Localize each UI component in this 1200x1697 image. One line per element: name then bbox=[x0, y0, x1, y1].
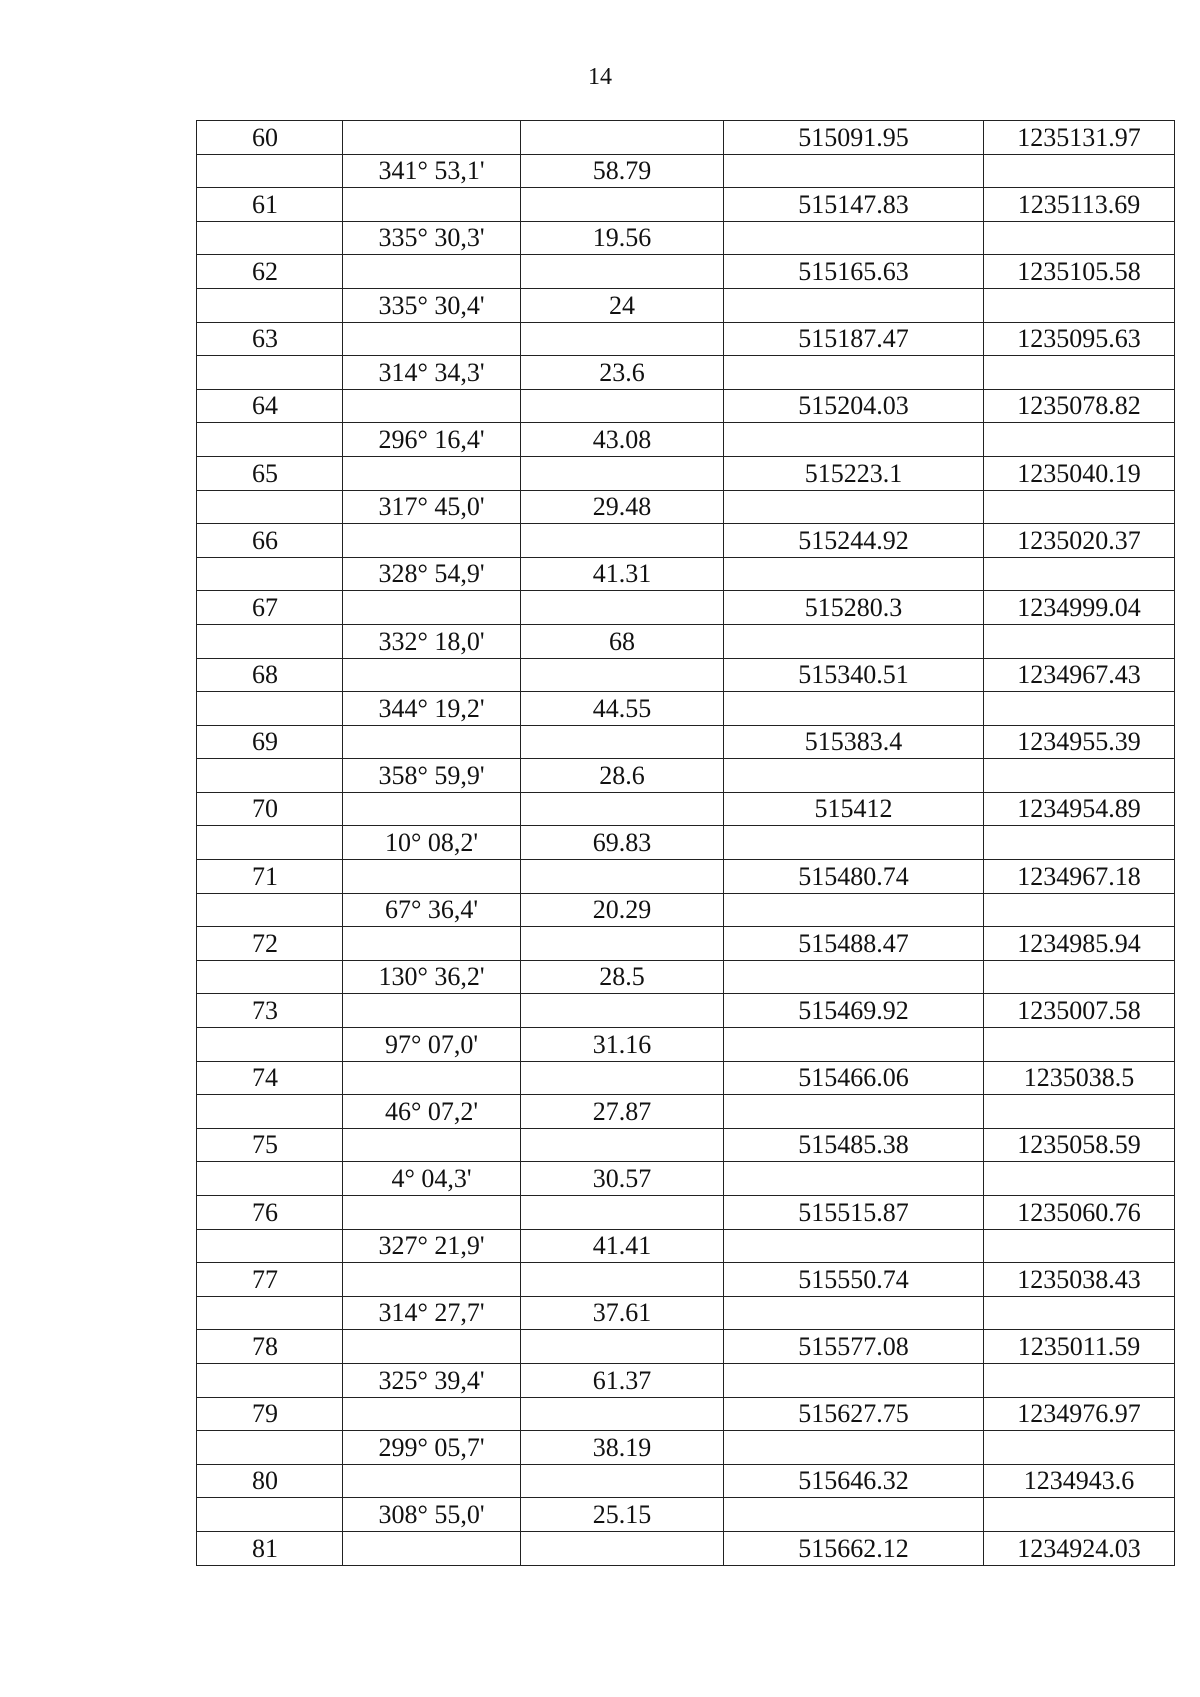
x-coordinate-cell bbox=[724, 1028, 984, 1062]
x-coordinate-cell bbox=[724, 356, 984, 390]
point-number-cell bbox=[197, 423, 343, 457]
point-row bbox=[197, 725, 1175, 759]
point-number-cell: 76 bbox=[197, 1196, 343, 1230]
y-coordinate-cell bbox=[984, 1296, 1175, 1330]
direction-angle-cell bbox=[343, 1397, 521, 1431]
point-number-cell bbox=[197, 1162, 343, 1196]
y-coordinate-cell: 1235040.19 bbox=[984, 456, 1175, 490]
distance-cell bbox=[521, 1464, 724, 1498]
point-number-cell: 80 bbox=[197, 1464, 343, 1498]
y-coordinate-cell bbox=[984, 423, 1175, 457]
x-coordinate-cell: 515204.03 bbox=[724, 389, 984, 423]
x-coordinate-cell bbox=[724, 154, 984, 188]
direction-angle-cell bbox=[343, 524, 521, 558]
distance-cell bbox=[521, 591, 724, 625]
direction-angle-cell: 325° 39,4' bbox=[343, 1363, 521, 1397]
point-number-cell: 68 bbox=[197, 658, 343, 692]
distance-cell: 20.29 bbox=[521, 893, 724, 927]
direction-angle-cell: 344° 19,2' bbox=[343, 692, 521, 726]
x-coordinate-cell: 515091.95 bbox=[724, 121, 984, 155]
y-coordinate-cell bbox=[984, 1162, 1175, 1196]
coordinates-table-body bbox=[197, 121, 1175, 1566]
distance-cell: 69.83 bbox=[521, 826, 724, 860]
distance-cell bbox=[521, 322, 724, 356]
segment-row bbox=[197, 826, 1175, 860]
x-coordinate-cell: 515223.1 bbox=[724, 456, 984, 490]
x-coordinate-cell: 515627.75 bbox=[724, 1397, 984, 1431]
point-number-cell bbox=[197, 356, 343, 390]
point-number-cell: 61 bbox=[197, 188, 343, 222]
distance-cell: 30.57 bbox=[521, 1162, 724, 1196]
distance-cell: 25.15 bbox=[521, 1498, 724, 1532]
distance-cell bbox=[521, 994, 724, 1028]
direction-angle-cell bbox=[343, 1128, 521, 1162]
distance-cell: 19.56 bbox=[521, 221, 724, 255]
distance-cell: 23.6 bbox=[521, 356, 724, 390]
segment-row bbox=[197, 154, 1175, 188]
y-coordinate-cell: 1235011.59 bbox=[984, 1330, 1175, 1364]
x-coordinate-cell: 515469.92 bbox=[724, 994, 984, 1028]
y-coordinate-cell: 1234954.89 bbox=[984, 792, 1175, 826]
y-coordinate-cell: 1235060.76 bbox=[984, 1196, 1175, 1230]
direction-angle-cell: 299° 05,7' bbox=[343, 1431, 521, 1465]
point-row bbox=[197, 994, 1175, 1028]
distance-cell: 38.19 bbox=[521, 1431, 724, 1465]
segment-row bbox=[197, 1296, 1175, 1330]
point-row bbox=[197, 591, 1175, 625]
y-coordinate-cell: 1235131.97 bbox=[984, 121, 1175, 155]
segment-row bbox=[197, 1498, 1175, 1532]
y-coordinate-cell bbox=[984, 288, 1175, 322]
y-coordinate-cell: 1235038.5 bbox=[984, 1061, 1175, 1095]
segment-row bbox=[197, 288, 1175, 322]
y-coordinate-cell: 1235105.58 bbox=[984, 255, 1175, 289]
distance-cell: 28.5 bbox=[521, 960, 724, 994]
x-coordinate-cell: 515515.87 bbox=[724, 1196, 984, 1230]
y-coordinate-cell bbox=[984, 960, 1175, 994]
x-coordinate-cell bbox=[724, 624, 984, 658]
distance-cell: 43.08 bbox=[521, 423, 724, 457]
point-number-cell: 65 bbox=[197, 456, 343, 490]
distance-cell bbox=[521, 1128, 724, 1162]
direction-angle-cell bbox=[343, 994, 521, 1028]
point-row bbox=[197, 1464, 1175, 1498]
y-coordinate-cell: 1234967.43 bbox=[984, 658, 1175, 692]
x-coordinate-cell bbox=[724, 826, 984, 860]
x-coordinate-cell bbox=[724, 490, 984, 524]
x-coordinate-cell: 515646.32 bbox=[724, 1464, 984, 1498]
point-number-cell: 78 bbox=[197, 1330, 343, 1364]
segment-row bbox=[197, 1162, 1175, 1196]
distance-cell bbox=[521, 927, 724, 961]
segment-row bbox=[197, 1363, 1175, 1397]
point-number-cell: 66 bbox=[197, 524, 343, 558]
point-number-cell: 60 bbox=[197, 121, 343, 155]
y-coordinate-cell: 1235113.69 bbox=[984, 188, 1175, 222]
point-row bbox=[197, 1397, 1175, 1431]
segment-row bbox=[197, 221, 1175, 255]
distance-cell: 27.87 bbox=[521, 1095, 724, 1129]
direction-angle-cell bbox=[343, 1464, 521, 1498]
distance-cell: 29.48 bbox=[521, 490, 724, 524]
point-number-cell bbox=[197, 1431, 343, 1465]
y-coordinate-cell: 1234999.04 bbox=[984, 591, 1175, 625]
y-coordinate-cell: 1234967.18 bbox=[984, 860, 1175, 894]
distance-cell bbox=[521, 188, 724, 222]
distance-cell: 68 bbox=[521, 624, 724, 658]
point-row bbox=[197, 1128, 1175, 1162]
x-coordinate-cell bbox=[724, 759, 984, 793]
y-coordinate-cell: 1235078.82 bbox=[984, 389, 1175, 423]
point-number-cell bbox=[197, 759, 343, 793]
x-coordinate-cell bbox=[724, 893, 984, 927]
x-coordinate-cell bbox=[724, 1296, 984, 1330]
y-coordinate-cell: 1234976.97 bbox=[984, 1397, 1175, 1431]
x-coordinate-cell: 515485.38 bbox=[724, 1128, 984, 1162]
x-coordinate-cell: 515662.12 bbox=[724, 1531, 984, 1565]
direction-angle-cell: 296° 16,4' bbox=[343, 423, 521, 457]
point-number-cell bbox=[197, 826, 343, 860]
distance-cell bbox=[521, 1196, 724, 1230]
segment-row bbox=[197, 490, 1175, 524]
point-number-cell bbox=[197, 221, 343, 255]
point-number-cell bbox=[197, 960, 343, 994]
direction-angle-cell: 130° 36,2' bbox=[343, 960, 521, 994]
distance-cell: 44.55 bbox=[521, 692, 724, 726]
direction-angle-cell bbox=[343, 860, 521, 894]
y-coordinate-cell bbox=[984, 154, 1175, 188]
y-coordinate-cell: 1234943.6 bbox=[984, 1464, 1175, 1498]
direction-angle-cell: 46° 07,2' bbox=[343, 1095, 521, 1129]
point-number-cell: 67 bbox=[197, 591, 343, 625]
x-coordinate-cell bbox=[724, 1431, 984, 1465]
direction-angle-cell bbox=[343, 121, 521, 155]
distance-cell bbox=[521, 524, 724, 558]
direction-angle-cell bbox=[343, 1196, 521, 1230]
segment-row bbox=[197, 759, 1175, 793]
x-coordinate-cell bbox=[724, 1162, 984, 1196]
direction-angle-cell: 341° 53,1' bbox=[343, 154, 521, 188]
direction-angle-cell bbox=[343, 1263, 521, 1297]
x-coordinate-cell: 515340.51 bbox=[724, 658, 984, 692]
distance-cell bbox=[521, 792, 724, 826]
x-coordinate-cell: 515488.47 bbox=[724, 927, 984, 961]
x-coordinate-cell bbox=[724, 1363, 984, 1397]
segment-row bbox=[197, 960, 1175, 994]
point-number-cell bbox=[197, 154, 343, 188]
point-number-cell bbox=[197, 490, 343, 524]
x-coordinate-cell: 515383.4 bbox=[724, 725, 984, 759]
point-number-cell bbox=[197, 288, 343, 322]
distance-cell bbox=[521, 725, 724, 759]
y-coordinate-cell bbox=[984, 557, 1175, 591]
point-number-cell bbox=[197, 624, 343, 658]
direction-angle-cell: 4° 04,3' bbox=[343, 1162, 521, 1196]
direction-angle-cell bbox=[343, 792, 521, 826]
x-coordinate-cell bbox=[724, 960, 984, 994]
direction-angle-cell bbox=[343, 927, 521, 961]
y-coordinate-cell: 1235095.63 bbox=[984, 322, 1175, 356]
distance-cell: 24 bbox=[521, 288, 724, 322]
distance-cell bbox=[521, 255, 724, 289]
y-coordinate-cell: 1235058.59 bbox=[984, 1128, 1175, 1162]
x-coordinate-cell bbox=[724, 288, 984, 322]
point-number-cell bbox=[197, 692, 343, 726]
direction-angle-cell: 327° 21,9' bbox=[343, 1229, 521, 1263]
direction-angle-cell bbox=[343, 725, 521, 759]
direction-angle-cell bbox=[343, 1061, 521, 1095]
point-number-cell: 75 bbox=[197, 1128, 343, 1162]
direction-angle-cell: 358° 59,9' bbox=[343, 759, 521, 793]
x-coordinate-cell bbox=[724, 221, 984, 255]
segment-row bbox=[197, 356, 1175, 390]
y-coordinate-cell bbox=[984, 1363, 1175, 1397]
segment-row bbox=[197, 1431, 1175, 1465]
direction-angle-cell bbox=[343, 591, 521, 625]
point-row bbox=[197, 927, 1175, 961]
point-number-cell: 73 bbox=[197, 994, 343, 1028]
point-row bbox=[197, 389, 1175, 423]
direction-angle-cell: 10° 08,2' bbox=[343, 826, 521, 860]
distance-cell: 61.37 bbox=[521, 1363, 724, 1397]
y-coordinate-cell bbox=[984, 1431, 1175, 1465]
y-coordinate-cell: 1234985.94 bbox=[984, 927, 1175, 961]
direction-angle-cell: 335° 30,4' bbox=[343, 288, 521, 322]
y-coordinate-cell: 1235007.58 bbox=[984, 994, 1175, 1028]
x-coordinate-cell bbox=[724, 1229, 984, 1263]
y-coordinate-cell: 1234924.03 bbox=[984, 1531, 1175, 1565]
segment-row bbox=[197, 624, 1175, 658]
y-coordinate-cell: 1235038.43 bbox=[984, 1263, 1175, 1297]
direction-angle-cell bbox=[343, 389, 521, 423]
distance-cell bbox=[521, 1061, 724, 1095]
x-coordinate-cell: 515165.63 bbox=[724, 255, 984, 289]
distance-cell: 28.6 bbox=[521, 759, 724, 793]
distance-cell bbox=[521, 1397, 724, 1431]
direction-angle-cell bbox=[343, 188, 521, 222]
x-coordinate-cell: 515244.92 bbox=[724, 524, 984, 558]
x-coordinate-cell: 515280.3 bbox=[724, 591, 984, 625]
distance-cell: 41.31 bbox=[521, 557, 724, 591]
point-row bbox=[197, 792, 1175, 826]
distance-cell bbox=[521, 1263, 724, 1297]
direction-angle-cell: 308° 55,0' bbox=[343, 1498, 521, 1532]
point-row bbox=[197, 1061, 1175, 1095]
x-coordinate-cell: 515480.74 bbox=[724, 860, 984, 894]
x-coordinate-cell bbox=[724, 1095, 984, 1129]
direction-angle-cell bbox=[343, 1330, 521, 1364]
x-coordinate-cell: 515412 bbox=[724, 792, 984, 826]
x-coordinate-cell: 515466.06 bbox=[724, 1061, 984, 1095]
segment-row bbox=[197, 692, 1175, 726]
point-number-cell bbox=[197, 1498, 343, 1532]
distance-cell bbox=[521, 121, 724, 155]
point-number-cell bbox=[197, 1363, 343, 1397]
distance-cell bbox=[521, 389, 724, 423]
point-number-cell: 81 bbox=[197, 1531, 343, 1565]
point-row bbox=[197, 255, 1175, 289]
distance-cell bbox=[521, 1330, 724, 1364]
direction-angle-cell bbox=[343, 456, 521, 490]
point-number-cell: 63 bbox=[197, 322, 343, 356]
direction-angle-cell: 314° 27,7' bbox=[343, 1296, 521, 1330]
point-row bbox=[197, 860, 1175, 894]
y-coordinate-cell bbox=[984, 759, 1175, 793]
point-number-cell: 69 bbox=[197, 725, 343, 759]
direction-angle-cell bbox=[343, 658, 521, 692]
direction-angle-cell: 332° 18,0' bbox=[343, 624, 521, 658]
y-coordinate-cell bbox=[984, 826, 1175, 860]
point-row bbox=[197, 1196, 1175, 1230]
x-coordinate-cell: 515147.83 bbox=[724, 188, 984, 222]
point-number-cell bbox=[197, 1296, 343, 1330]
segment-row bbox=[197, 1229, 1175, 1263]
segment-row bbox=[197, 557, 1175, 591]
y-coordinate-cell bbox=[984, 893, 1175, 927]
page-number: 14 bbox=[588, 64, 612, 90]
x-coordinate-cell: 515577.08 bbox=[724, 1330, 984, 1364]
y-coordinate-cell bbox=[984, 490, 1175, 524]
x-coordinate-cell bbox=[724, 557, 984, 591]
y-coordinate-cell bbox=[984, 1028, 1175, 1062]
segment-row bbox=[197, 893, 1175, 927]
direction-angle-cell: 314° 34,3' bbox=[343, 356, 521, 390]
direction-angle-cell: 97° 07,0' bbox=[343, 1028, 521, 1062]
x-coordinate-cell bbox=[724, 423, 984, 457]
point-row bbox=[197, 121, 1175, 155]
point-row bbox=[197, 322, 1175, 356]
point-number-cell: 72 bbox=[197, 927, 343, 961]
direction-angle-cell: 317° 45,0' bbox=[343, 490, 521, 524]
distance-cell: 58.79 bbox=[521, 154, 724, 188]
x-coordinate-cell: 515550.74 bbox=[724, 1263, 984, 1297]
point-row bbox=[197, 658, 1175, 692]
point-number-cell: 70 bbox=[197, 792, 343, 826]
segment-row bbox=[197, 1028, 1175, 1062]
point-number-cell: 64 bbox=[197, 389, 343, 423]
segment-row bbox=[197, 1095, 1175, 1129]
point-row bbox=[197, 1330, 1175, 1364]
coordinates-table bbox=[196, 120, 1175, 1566]
point-number-cell: 62 bbox=[197, 255, 343, 289]
y-coordinate-cell bbox=[984, 624, 1175, 658]
distance-cell bbox=[521, 1531, 724, 1565]
x-coordinate-cell bbox=[724, 1498, 984, 1532]
x-coordinate-cell bbox=[724, 692, 984, 726]
y-coordinate-cell bbox=[984, 1229, 1175, 1263]
direction-angle-cell bbox=[343, 255, 521, 289]
y-coordinate-cell bbox=[984, 1095, 1175, 1129]
distance-cell: 31.16 bbox=[521, 1028, 724, 1062]
y-coordinate-cell bbox=[984, 356, 1175, 390]
direction-angle-cell: 335° 30,3' bbox=[343, 221, 521, 255]
point-number-cell: 74 bbox=[197, 1061, 343, 1095]
y-coordinate-cell: 1235020.37 bbox=[984, 524, 1175, 558]
distance-cell: 41.41 bbox=[521, 1229, 724, 1263]
distance-cell bbox=[521, 658, 724, 692]
segment-row bbox=[197, 423, 1175, 457]
point-row bbox=[197, 1263, 1175, 1297]
point-row bbox=[197, 524, 1175, 558]
point-row bbox=[197, 188, 1175, 222]
y-coordinate-cell: 1234955.39 bbox=[984, 725, 1175, 759]
point-number-cell: 79 bbox=[197, 1397, 343, 1431]
y-coordinate-cell bbox=[984, 221, 1175, 255]
direction-angle-cell bbox=[343, 1531, 521, 1565]
distance-cell: 37.61 bbox=[521, 1296, 724, 1330]
point-number-cell: 71 bbox=[197, 860, 343, 894]
direction-angle-cell: 328° 54,9' bbox=[343, 557, 521, 591]
direction-angle-cell bbox=[343, 322, 521, 356]
point-row bbox=[197, 1531, 1175, 1565]
x-coordinate-cell: 515187.47 bbox=[724, 322, 984, 356]
distance-cell bbox=[521, 860, 724, 894]
point-number-cell bbox=[197, 893, 343, 927]
point-row bbox=[197, 456, 1175, 490]
point-number-cell bbox=[197, 557, 343, 591]
point-number-cell: 77 bbox=[197, 1263, 343, 1297]
point-number-cell bbox=[197, 1028, 343, 1062]
point-number-cell bbox=[197, 1095, 343, 1129]
distance-cell bbox=[521, 456, 724, 490]
point-number-cell bbox=[197, 1229, 343, 1263]
y-coordinate-cell bbox=[984, 1498, 1175, 1532]
direction-angle-cell: 67° 36,4' bbox=[343, 893, 521, 927]
y-coordinate-cell bbox=[984, 692, 1175, 726]
